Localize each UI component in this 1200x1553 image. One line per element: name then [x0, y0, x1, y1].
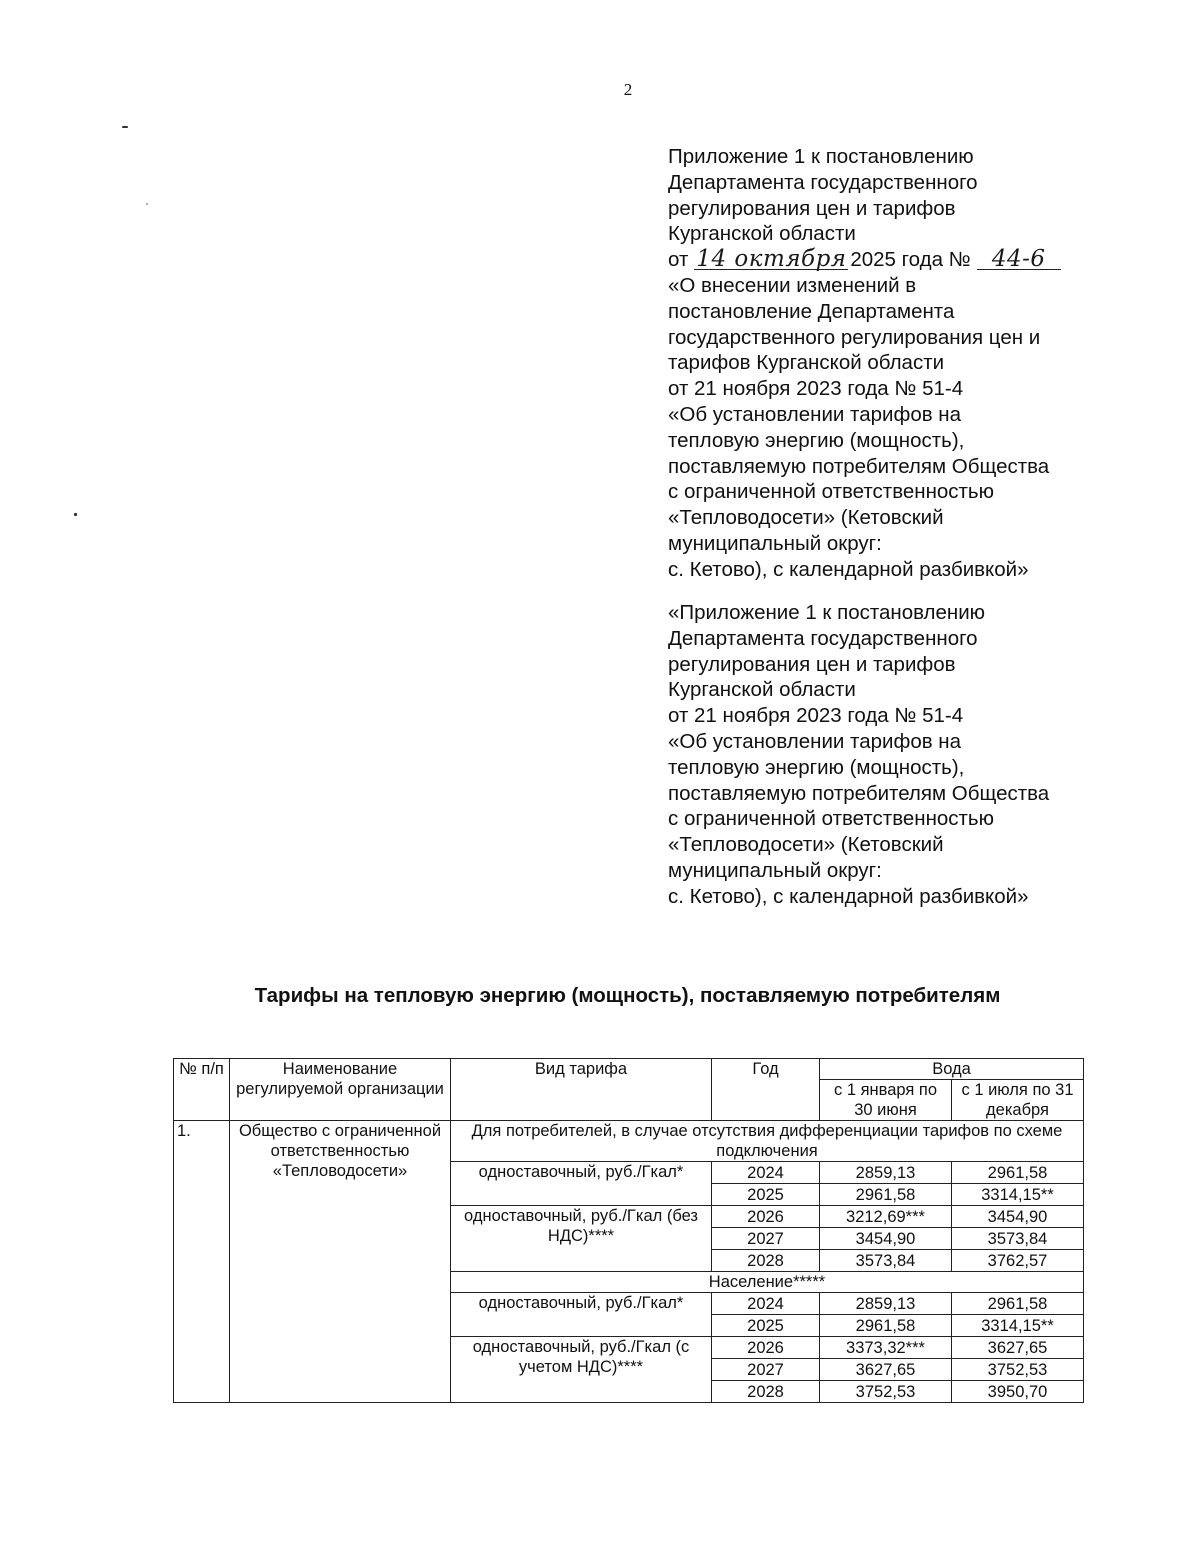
tariffs-table — [173, 1058, 1084, 1403]
scan-speck — [146, 203, 148, 205]
appendix-1-line: Приложение 1 к постановлению — [668, 145, 974, 168]
appendix-1-header — [668, 144, 1128, 583]
table-row — [174, 1121, 1084, 1162]
tariff-type: одноставочный, руб./Гкал* — [451, 1162, 712, 1206]
h1-value: 3627,65 — [820, 1359, 952, 1381]
header-water: Вода — [820, 1059, 1084, 1080]
appendix-2-line: Департамента государственного — [668, 626, 978, 650]
h1-value: 3212,69*** — [820, 1206, 952, 1228]
header-organization: Наименование регулируемой организации — [230, 1059, 451, 1121]
organization-name: Общество с ограниченной ответственностью «Тепловодосети» — [230, 1121, 451, 1403]
section-title: Население***** — [451, 1272, 1084, 1293]
appendix-1-line: от 21 ноября 2023 года № 51-4 — [668, 377, 964, 401]
year-cell: 2026 — [712, 1337, 820, 1359]
appendix-2-line: тепловую энергию (мощность), — [668, 755, 965, 779]
appendix-1-line: Курганской области — [668, 222, 856, 246]
appendix-2-line: «Тепловодосети» (Кетовский — [668, 833, 944, 857]
appendix-2-line: муниципальный округ: — [668, 858, 882, 882]
appendix-1-line: тепловую энергию (мощность), — [668, 428, 965, 452]
date-prefix: от — [668, 248, 689, 272]
h2-value: 3454,90 — [952, 1206, 1084, 1228]
year-cell: 2024 — [712, 1293, 820, 1315]
h2-value: 3950,70 — [952, 1381, 1084, 1403]
section-title: Для потребителей, в случае отсутствия дифференциации тарифов по схеме подключения — [451, 1121, 1084, 1162]
h1-value: 3752,53 — [820, 1381, 952, 1403]
h2-value: 2961,58 — [952, 1293, 1084, 1315]
scan-speck — [74, 513, 77, 516]
h2-value: 3627,65 — [952, 1337, 1084, 1359]
appendix-2-line: «Об установлении тарифов на — [668, 729, 962, 753]
appendix-2-line: поставляемую потребителям Общества — [668, 781, 1050, 805]
h1-value: 3454,90 — [820, 1228, 952, 1250]
h2-value: 3314,15** — [952, 1184, 1084, 1206]
handwritten-number: 44-6 — [977, 249, 1061, 270]
h2-value: 2961,58 — [952, 1162, 1084, 1184]
year-cell: 2027 — [712, 1228, 820, 1250]
page-number: 2 — [623, 80, 633, 99]
header-period-1: с 1 января по 30 июня — [820, 1080, 952, 1121]
h1-value: 3373,32*** — [820, 1337, 952, 1359]
scan-speck — [122, 126, 128, 128]
appendix-2-line: с. Кетово), с календарной разбивкой» — [668, 884, 1029, 908]
h1-value: 2859,13 — [820, 1162, 952, 1184]
h2-value: 3314,15** — [952, 1315, 1084, 1337]
appendix-2-header — [668, 600, 1128, 910]
tariff-type: одноставочный, руб./Гкал* — [451, 1293, 712, 1337]
appendix-2-line: от 21 ноября 2023 года № 51-4 — [668, 704, 964, 728]
header-year: Год — [712, 1059, 820, 1121]
row-number: 1. — [174, 1121, 230, 1403]
year-cell: 2027 — [712, 1359, 820, 1381]
h2-value: 3573,84 — [952, 1228, 1084, 1250]
tariff-type: одноставочный, руб./Гкал (без НДС)**** — [451, 1206, 712, 1272]
appendix-1-line: тарифов Курганской области — [668, 351, 945, 375]
handwritten-date: 14 октября — [696, 246, 847, 273]
appendix-1-line: «О внесении изменений в — [668, 273, 917, 297]
header-number: № п/п — [174, 1059, 230, 1121]
appendix-1-line: с. Кетово), с календарной разбивкой» — [668, 557, 1029, 581]
year-cell: 2028 — [712, 1250, 820, 1272]
h2-value: 3752,53 — [952, 1359, 1084, 1381]
appendix-1-line: государственного регулирования цен и — [668, 325, 1041, 349]
appendix-1-date-line — [668, 247, 1128, 273]
appendix-2-line: регулирования цен и тарифов — [668, 652, 956, 676]
appendix-1-line: «Тепловодосети» (Кетовский — [668, 506, 944, 530]
year-cell: 2025 — [712, 1184, 820, 1206]
h2-value: 3762,57 — [952, 1250, 1084, 1272]
date-suffix: 2025 года № — [850, 248, 971, 272]
year-cell: 2028 — [712, 1381, 820, 1403]
appendix-2-line: Курганской области — [668, 678, 856, 702]
h1-value: 3573,84 — [820, 1250, 952, 1272]
tariff-type: одноставочный, руб./Гкал (с учетом НДС)**** — [451, 1337, 712, 1403]
appendix-2-line: с ограниченной ответственностью — [668, 807, 994, 831]
appendix-2-line: «Приложение 1 к постановлению — [668, 601, 986, 624]
appendix-1-line: Департамента государственного — [668, 170, 978, 194]
header-period-2: с 1 июля по 31 декабря — [952, 1080, 1084, 1121]
appendix-1-line: постановление Департамента — [668, 299, 955, 323]
year-cell: 2026 — [712, 1206, 820, 1228]
appendix-1-line: регулирования цен и тарифов — [668, 196, 956, 220]
document-title: Тарифы на тепловую энергию (мощность), поставляемую потребителям — [254, 984, 1001, 1007]
year-cell: 2025 — [712, 1315, 820, 1337]
h1-value: 2961,58 — [820, 1184, 952, 1206]
header-tariff-type: Вид тарифа — [451, 1059, 712, 1121]
appendix-1-line: поставляемую потребителям Общества — [668, 454, 1050, 478]
appendix-1-line: «Об установлении тарифов на — [668, 402, 962, 426]
year-cell: 2024 — [712, 1162, 820, 1184]
appendix-1-line: муниципальный округ: — [668, 531, 882, 555]
h1-value: 2859,13 — [820, 1293, 952, 1315]
h1-value: 2961,58 — [820, 1315, 952, 1337]
appendix-1-line: с ограниченной ответственностью — [668, 480, 994, 504]
